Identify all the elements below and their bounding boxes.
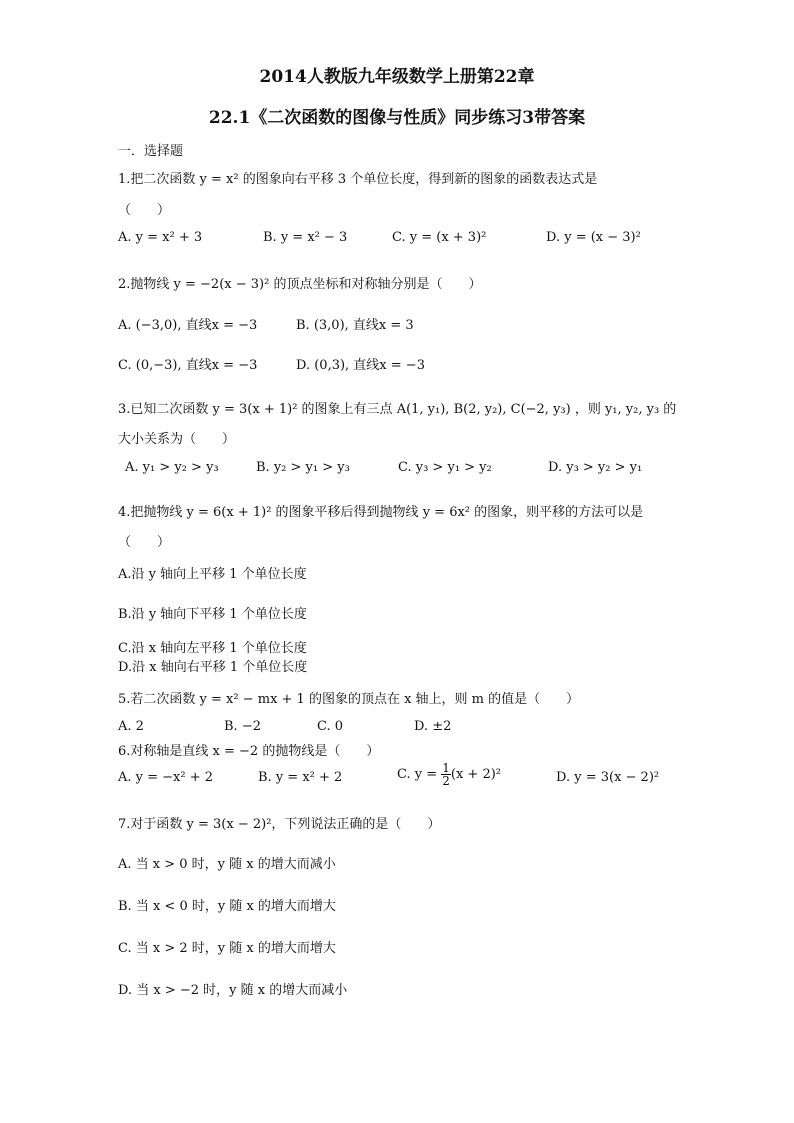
question-1-option-b: B. y = x² − 3 (263, 230, 348, 245)
fraction-denominator: 2 (442, 774, 450, 788)
question-2-option-a: A. (−3,0), 直线x = −3 (118, 318, 258, 333)
question-6-option-c-prefix: C. y = (397, 767, 442, 782)
question-5-option-a: A. 2 (118, 719, 144, 734)
question-3-option-a: A. y₁ > y₂ > y₃ (125, 460, 219, 475)
question-7-option-b: B. 当 x < 0 时，y 随 x 的增大而增大 (118, 899, 336, 914)
question-4-stem: 4.把抛物线 y = 6(x + 1)² 的图象平移后得到抛物线 y = 6x² 的图象，则平移的方法可以是 (118, 505, 644, 520)
question-5-option-d: D. ±2 (414, 719, 452, 734)
fraction-numerator: 1 (442, 761, 450, 775)
question-5-stem: 5.若二次函数 y = x² − mx + 1 的图象的顶点在 x 轴上，则 m 的值是（ ） (118, 692, 580, 707)
fraction (441, 762, 451, 787)
question-5-option-c: C. 0 (317, 719, 344, 734)
question-6-option-a: A. y = −x² + 2 (118, 770, 214, 785)
question-4-option-d: D.沿 x 轴向右平移 1 个单位长度 (118, 660, 308, 675)
question-5-option-b: B. −2 (224, 719, 261, 734)
question-3-option-b: B. y₂ > y₁ > y₃ (256, 460, 350, 475)
document-subtitle: 22.1《二次函数的图像与性质》同步练习3带答案 (208, 108, 586, 128)
question-6-stem: 6.对称轴是直线 x = −2 的抛物线是（ ） (118, 744, 380, 759)
question-1-stem: 1.把二次函数 y = x² 的图象向右平移 3 个单位长度，得到新的图象的函数表达式是 (118, 172, 598, 187)
question-4-blank: （ ） (118, 535, 171, 550)
question-6-option-d: D. y = 3(x − 2)² (556, 770, 660, 785)
question-3-stem-cont: 大小关系为（ ） (118, 432, 236, 447)
question-4-option-a: A.沿 y 轴向上平移 1 个单位长度 (118, 567, 307, 582)
document-title: 2014人教版九年级数学上册第22章 (259, 67, 535, 87)
question-7-option-c: C. 当 x > 2 时，y 随 x 的增大而增大 (118, 941, 336, 956)
question-1-option-a: A. y = x² + 3 (118, 230, 203, 245)
question-6-option-b: B. y = x² + 2 (258, 770, 343, 785)
question-1-option-d: D. y = (x − 3)² (546, 230, 641, 245)
question-6-option-c (397, 760, 501, 790)
question-2-option-d: D. (0,3), 直线x = −3 (296, 358, 425, 373)
question-4-option-b: B.沿 y 轴向下平移 1 个单位长度 (118, 607, 307, 622)
question-7-option-d: D. 当 x > −2 时，y 随 x 的增大而减小 (118, 983, 348, 998)
question-3-stem: 3.已知二次函数 y = 3(x + 1)² 的图象上有三点 A(1, y₁), B(2, y₂), C(−2, y₃) ，则 y₁, y₂, y₃ 的 (118, 402, 677, 417)
question-1-blank: （ ） (118, 203, 171, 218)
question-4-option-c: C.沿 x 轴向左平移 1 个单位长度 (118, 641, 307, 656)
question-2-option-b: B. (3,0), 直线x = 3 (296, 318, 414, 333)
question-2-option-c: C. (0,−3), 直线x = −3 (118, 358, 258, 373)
question-3-option-c: C. y₃ > y₁ > y₂ (398, 460, 492, 475)
question-2-stem: 2.抛物线 y = −2(x − 3)² 的顶点坐标和对称轴分别是（ ） (118, 277, 482, 292)
question-6-option-c-suffix: (x + 2)² (450, 767, 502, 782)
question-7-stem: 7.对于函数 y = 3(x − 2)²，下列说法正确的是（ ） (118, 817, 441, 832)
section-heading: 一．选择题 (118, 144, 184, 159)
question-3-option-d: D. y₃ > y₂ > y₁ (548, 460, 643, 475)
question-7-option-a: A. 当 x > 0 时，y 随 x 的增大而减小 (118, 857, 336, 872)
question-1-option-c: C. y = (x + 3)² (392, 230, 487, 245)
